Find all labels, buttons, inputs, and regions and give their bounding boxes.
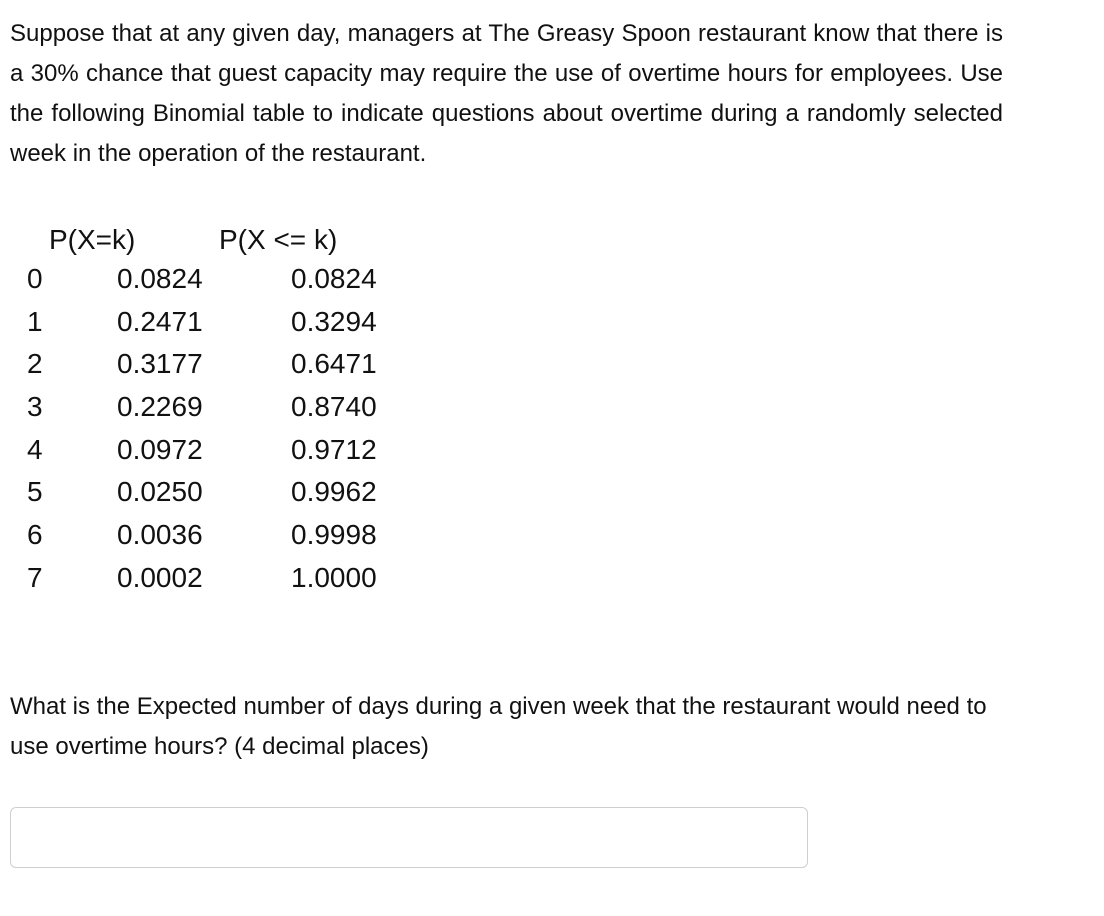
row-k-value: 5 bbox=[27, 476, 43, 508]
row-pmf-value: 0.0972 bbox=[117, 433, 203, 465]
row-cdf-value: 0.9998 bbox=[291, 519, 377, 551]
row-pmf-value: 0.0824 bbox=[117, 263, 203, 294]
row-cdf-value: 0.3294 bbox=[291, 305, 377, 337]
row-pmf-value: 0.0002 bbox=[117, 561, 203, 593]
row-k-value: 4 bbox=[27, 433, 43, 465]
row-pmf-value: 0.3177 bbox=[117, 348, 203, 380]
row-pmf-value: 0.2471 bbox=[117, 305, 203, 337]
row-k-value: 3 bbox=[27, 391, 43, 423]
row-k-value: 7 bbox=[27, 561, 43, 593]
row-k-value: 0 bbox=[27, 263, 43, 294]
row-cdf-value: 0.9962 bbox=[291, 476, 377, 508]
question-text: What is the Expected number of days during a given week that the restaurant would need to use overtime hours? (4 decimal places) bbox=[10, 693, 987, 760]
row-k-value: 6 bbox=[27, 519, 43, 551]
row-pmf-value: 0.0250 bbox=[117, 476, 203, 508]
header-pmf: P(X=k) bbox=[49, 224, 136, 255]
row-pmf-value: 0.0036 bbox=[117, 519, 203, 551]
row-cdf-value: 0.9712 bbox=[291, 433, 377, 465]
problem-statement: Suppose that at any given day, managers at The Greasy Spoon restaurant know that there is a 30% chance that guest capacity may require the use of overtime hours for employees. Use the following Binomial table to indicate questions about overtime during a randomly selected week in the operation of the restaurant. bbox=[10, 20, 1003, 167]
answer-input[interactable] bbox=[10, 807, 808, 868]
header-cdf: P(X <= k) bbox=[219, 224, 338, 255]
row-pmf-value: 0.2269 bbox=[117, 391, 203, 423]
row-cdf-value: 0.0824 bbox=[291, 263, 377, 294]
row-k-value: 1 bbox=[27, 305, 43, 337]
row-cdf-value: 0.8740 bbox=[291, 391, 377, 423]
row-k-value: 2 bbox=[27, 348, 43, 380]
row-cdf-value: 1.0000 bbox=[291, 561, 377, 593]
row-cdf-value: 0.6471 bbox=[291, 348, 377, 380]
